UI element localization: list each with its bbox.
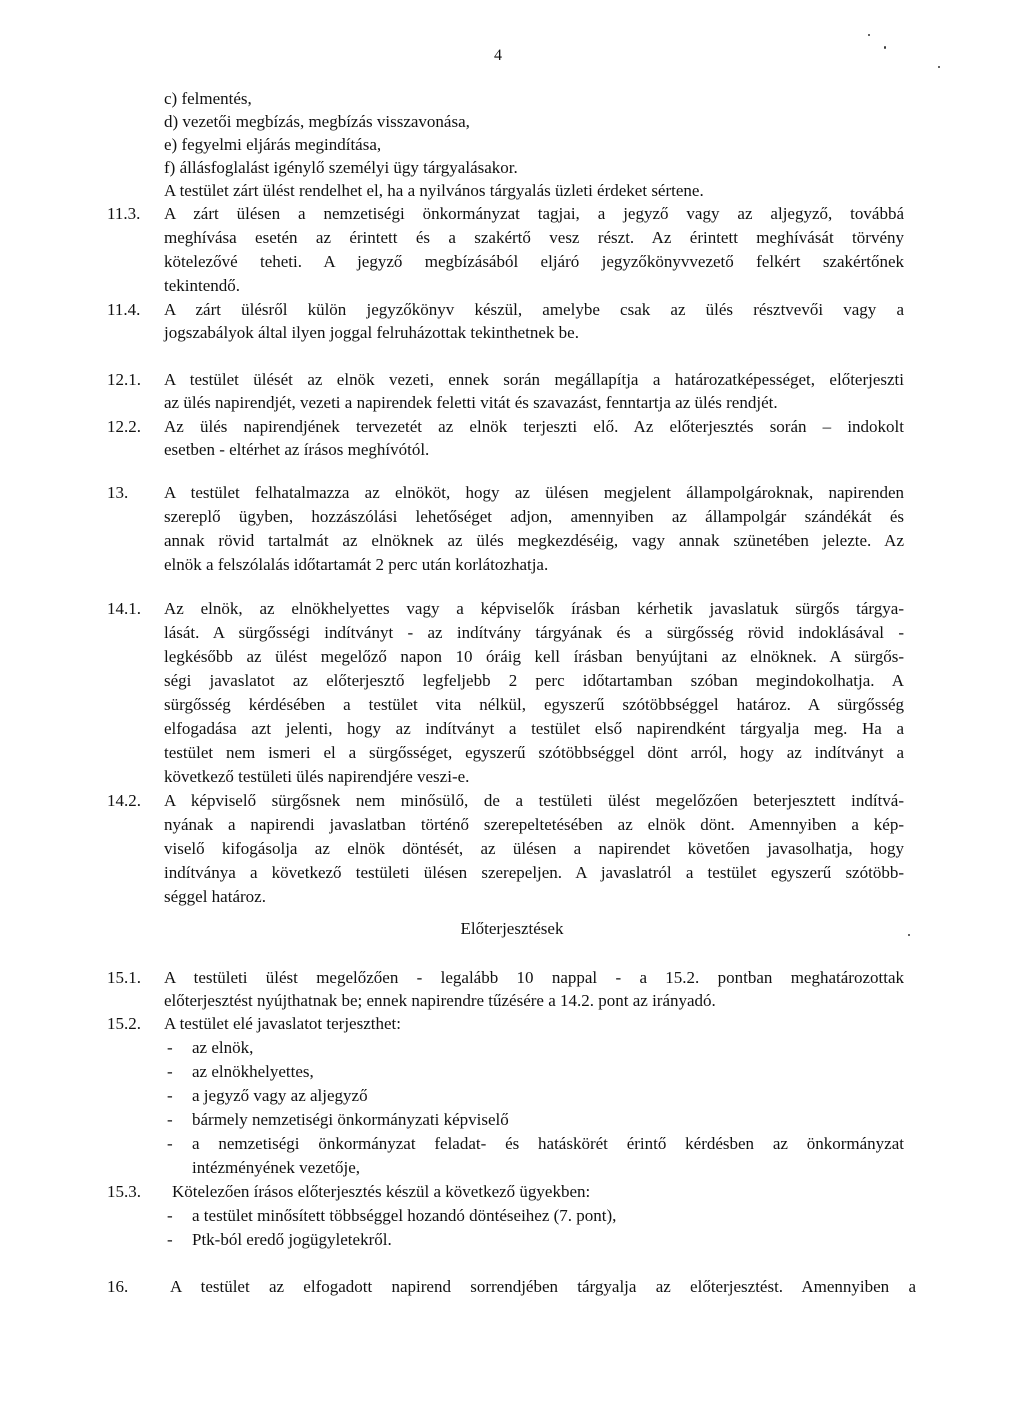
list-dash: - xyxy=(167,1134,173,1153)
list-item: a nemzetiségi önkormányzat feladat- és hatáskörét érintő kérdésben az önkormányzat xyxy=(192,1134,904,1153)
paragraph-number: 15.1. xyxy=(107,968,141,987)
text-line: A zárt ülésről külön jegyzőkönyv készül, amelybe csak az ülés résztvevői vagy a xyxy=(164,300,904,319)
text-line: elfogadása azt jelenti, hogy az indítványt a testület első napirendként tárgyalja meg. Ha a xyxy=(164,719,904,738)
list-item: bármely nemzetiségi önkormányzati képviselő xyxy=(192,1110,509,1129)
text-line: nyának a napirendi javaslatban történő szerepeltetésében az elnök dönt. Amennyiben a kép- xyxy=(164,815,904,834)
scan-speck xyxy=(868,34,870,36)
text-line: A testületi ülést megelőzően - legalább 10 nappal - a 15.2. pontban meghatározottak xyxy=(164,968,904,987)
text-line: A testület felhatalmazza az elnököt, hogy az ülésen megjelent állampolgároknak, napirenden xyxy=(164,483,904,502)
list-item: a jegyző vagy az aljegyző xyxy=(192,1086,368,1105)
paragraph-number: 15.2. xyxy=(107,1014,141,1033)
text-line: az ülés napirendjét, vezeti a napirendek feletti vitát és szavazást, fenntartja az ülés rendjét. xyxy=(164,393,778,412)
text-line: sürgősség kérdésében a testület vita nélkül, egyszerű szótöbbséggel határoz. A sürgősség xyxy=(164,695,904,714)
paragraph-number: 11.3. xyxy=(107,204,141,223)
text-line: A testület ülését az elnök vezeti, ennek során megállapítja a határozatképességet, előterjeszti xyxy=(164,370,904,389)
paragraph-number: 11.4. xyxy=(107,300,141,319)
text-line: viselő kifogásolja az elnök döntését, az ülésen a napirendet követően javasolhatja, hogy xyxy=(164,839,904,858)
list-dash: - xyxy=(167,1230,173,1249)
text-line: A testület az elfogadott napirend sorrendjében tárgyalja az előterjesztést. Amennyiben a xyxy=(170,1277,916,1296)
text-line: szereplő ügyben, hozzászólási lehetőséget adjon, amennyiben az állampolgár szándékát és xyxy=(164,507,904,526)
text-line: A testület zárt ülést rendelhet el, ha a nyilvános tárgyalás üzleti érdeket sértene. xyxy=(164,181,704,200)
text-line: A képviselő sürgősnek nem minősülő, de a testületi ülést megelőzően beterjesztett indítvá- xyxy=(164,791,904,810)
paragraph-number: 12.1. xyxy=(107,370,141,389)
text-line: jogszabályok által ilyen joggal felruházottak tekinthetnek be. xyxy=(164,323,579,342)
list-item: a testület minősített többséggel hozandó döntéseihez (7. pont), xyxy=(192,1206,617,1225)
text-line: A testület elé javaslatot terjeszthet: xyxy=(164,1014,401,1033)
paragraph-number: 16. xyxy=(107,1277,129,1296)
text-line: d) vezetői megbízás, megbízás visszavonása, xyxy=(164,112,470,131)
text-line: következő testületi ülés napirendjére veszi-e. xyxy=(164,767,470,786)
scan-speck xyxy=(938,66,940,68)
list-item: Ptk-ból eredő jogügyletekről. xyxy=(192,1230,392,1249)
text-line: testület nem ismeri el a sürgősséget, egyszerű szótöbbséggel dönt arról, hogy az indítványt a xyxy=(164,743,904,762)
paragraph-number: 12.2. xyxy=(107,417,141,436)
text-line: lását. A sürgősségi indítványt - az indítvány tárgyának és a sürgősség rövid indoklásával - xyxy=(164,623,904,642)
paragraph-number: 13. xyxy=(107,483,129,502)
section-heading: Előterjesztések xyxy=(460,919,564,938)
list-item-continuation: intézményének vezetője, xyxy=(192,1158,361,1177)
text-line: annak rövid tartalmát az elnöknek az ülés megkezdéséig, vagy annak szünetében jelezte. Az xyxy=(164,531,904,550)
text-line: tekintendő. xyxy=(164,276,241,295)
text-line: előterjesztést nyújthatnak be; ennek napirendre tűzésére a 14.2. pont az irányadó. xyxy=(164,991,716,1010)
text-line: Kötelezően írásos előterjesztés készül a következő ügyekben: xyxy=(172,1182,591,1201)
text-line: ségi javaslatot az előterjesztő legfeljebb 2 perc időtartamban szóban megindokolhatja. A xyxy=(164,671,904,690)
text-line: séggel határoz. xyxy=(164,887,266,906)
text-line: indítványa a következő testületi ülésen szerepeljen. A javaslatról a testület egyszerű szótöbb- xyxy=(164,863,904,882)
scan-speck xyxy=(908,934,910,936)
list-dash: - xyxy=(167,1086,173,1105)
text-line: Az elnök, az elnökhelyettes vagy a képviselők írásban kérhetik javaslatuk sürgős tárgya- xyxy=(164,599,904,618)
text-line: meghívása esetén az érintett és a szakértő vesz részt. Az érintett meghívását törvény xyxy=(164,228,904,247)
scan-speck xyxy=(884,46,886,49)
text-line: esetben - eltérhet az írásos meghívótól. xyxy=(164,440,430,459)
text-line: A zárt ülésen a nemzetiségi önkormányzat tagjai, a jegyző vagy az aljegyző, továbbá xyxy=(164,204,904,223)
page-number: 4 xyxy=(494,47,502,64)
list-dash: - xyxy=(167,1110,173,1129)
paragraph-number: 14.2. xyxy=(107,791,141,810)
text-line: Az ülés napirendjének tervezetét az elnök terjeszti elő. Az előterjesztés során – indokolt xyxy=(164,417,904,436)
text-line: c) felmentés, xyxy=(164,89,252,108)
list-item: az elnök, xyxy=(192,1038,254,1057)
paragraph-number: 14.1. xyxy=(107,599,141,618)
text-line: e) fegyelmi eljárás megindítása, xyxy=(164,135,382,154)
paragraph-number: 15.3. xyxy=(107,1182,141,1201)
text-line: elnök a felszólalás időtartamát 2 perc után korlátozhatja. xyxy=(164,555,549,574)
text-line: f) állásfoglalást igénylő személyi ügy tárgyalásakor. xyxy=(164,158,518,177)
list-dash: - xyxy=(167,1206,173,1225)
list-dash: - xyxy=(167,1062,173,1081)
text-line: legkésőbb az ülést megelőző napon 10 óráig kell írásban benyújtani az elnöknek. A sürgős- xyxy=(164,647,904,666)
text-line: kötelezővé teheti. A jegyző megbízásából eljáró jegyzőkönyvvezető felkért szakértőnek xyxy=(164,252,904,271)
list-item: az elnökhelyettes, xyxy=(192,1062,314,1081)
list-dash: - xyxy=(167,1038,173,1057)
